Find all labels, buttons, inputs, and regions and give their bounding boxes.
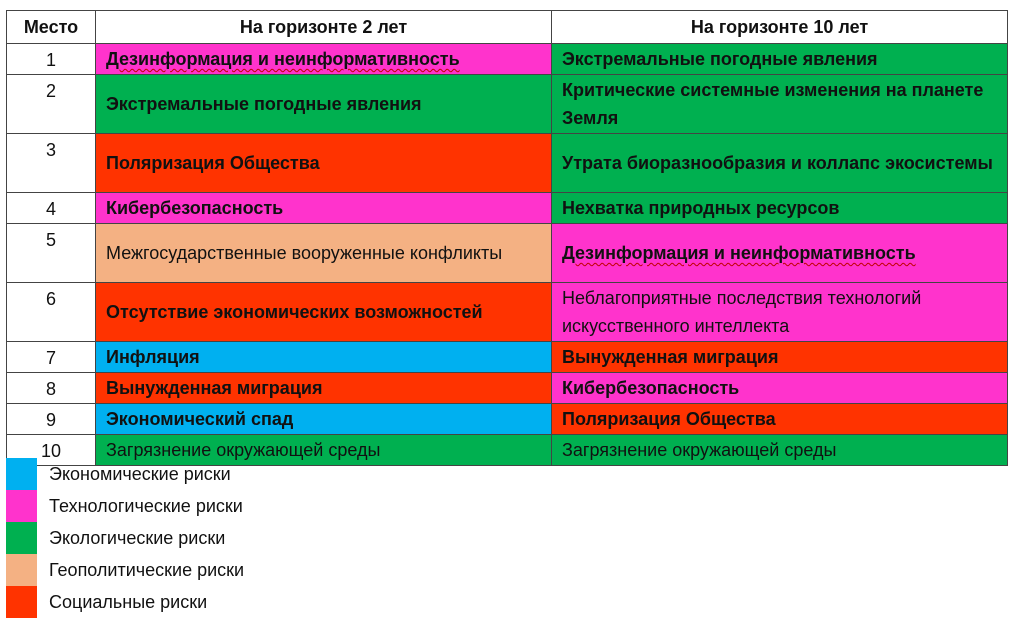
risk-cell-2-year: Вынужденная миграция: [96, 373, 552, 404]
table-row: [7, 193, 1008, 224]
risk-cell-10-year: Экстремальные погодные явления: [552, 44, 1008, 75]
rank-cell: 4: [7, 193, 96, 224]
rank-cell: 6: [7, 283, 96, 342]
risk-cell-2-year: Отсутствие экономических возможностей: [96, 283, 552, 342]
rank-cell: 8: [7, 373, 96, 404]
rank-cell: 2: [7, 75, 96, 134]
table-header-row: [7, 11, 1008, 44]
rank-cell: 9: [7, 404, 96, 435]
risk-cell-2-year: Инфляция: [96, 342, 552, 373]
legend-label: Геополитические риски: [49, 560, 245, 580]
risk-cell-2-year: Кибербезопасность: [96, 193, 552, 224]
risk-cell-2-year: Экономический спад: [96, 404, 552, 435]
risk-cell-10-year: Загрязнение окружающей среды: [552, 435, 1008, 466]
legend-label: Технологические риски: [49, 496, 243, 516]
table-row: [7, 75, 1008, 134]
risk-label: Дезинформация и неинформативность: [106, 49, 460, 69]
rank-cell: 7: [7, 342, 96, 373]
header-2-year-horizon: На горизонте 2 лет: [96, 11, 552, 44]
risk-cell-2-year: Экстремальные погодные явления: [96, 75, 552, 134]
table-row: [7, 404, 1008, 435]
table-row: [7, 373, 1008, 404]
risk-cell-2-year: [96, 44, 552, 75]
legend-label: Социальные риски: [49, 592, 208, 612]
risk-cell-10-year: Поляризация Общества: [552, 404, 1008, 435]
legend-label: Экономические риски: [49, 464, 231, 484]
risk-cell-2-year: Межгосударственные вооруженные конфликты: [96, 224, 552, 283]
risk-cell-10-year: Нехватка природных ресурсов: [552, 193, 1008, 224]
risk-cell-10-year: Утрата биоразнообразия и коллапс экосистемы: [552, 134, 1008, 193]
risk-cell-10-year: Кибербезопасность: [552, 373, 1008, 404]
risk-cell-10-year: Неблагоприятные последствия технологий искусственного интеллекта: [552, 283, 1008, 342]
rank-cell: 5: [7, 224, 96, 283]
header-10-year-horizon: На горизонте 10 лет: [552, 11, 1008, 44]
legend-swatch: [6, 522, 37, 554]
risk-cell-10-year: Вынужденная миграция: [552, 342, 1008, 373]
legend-swatch: [6, 586, 37, 618]
rank-cell: 3: [7, 134, 96, 193]
legend-label: Экологические риски: [49, 528, 226, 548]
table-row: [7, 283, 1008, 342]
risk-cell-10-year: Критические системные изменения на планете Земля: [552, 75, 1008, 134]
table-row: [7, 342, 1008, 373]
legend-swatch: [6, 490, 37, 522]
legend-swatch: [6, 458, 37, 490]
risk-label: Дезинформация и неинформативность: [562, 243, 916, 263]
risk-ranking-table: [6, 10, 1008, 466]
rank-cell: 10: [7, 435, 96, 466]
risk-cell-2-year: Поляризация Общества: [96, 134, 552, 193]
table-row: [7, 44, 1008, 75]
table-row: [7, 224, 1008, 283]
table-row: [7, 134, 1008, 193]
risk-cell-10-year: [552, 224, 1008, 283]
legend-swatch: [6, 554, 37, 586]
risk-cell-2-year: Загрязнение окружающей среды: [96, 435, 552, 466]
rank-cell: 1: [7, 44, 96, 75]
header-rank: Место: [7, 11, 96, 44]
